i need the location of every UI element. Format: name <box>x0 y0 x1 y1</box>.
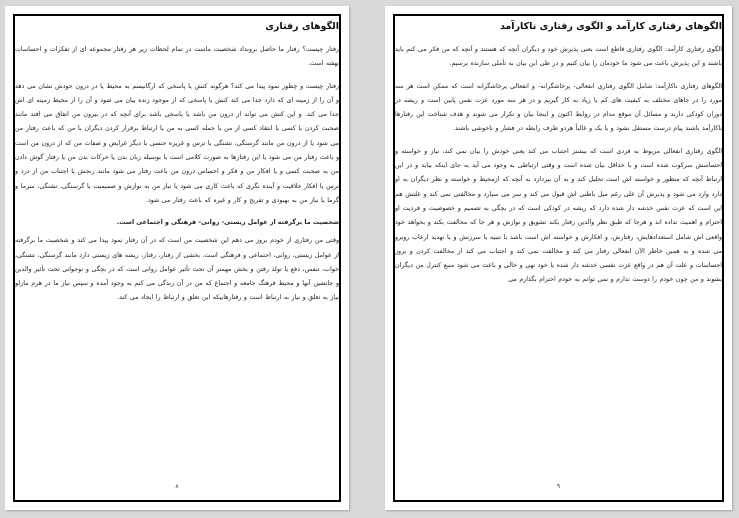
left-page-content <box>15 20 339 314</box>
left-paragraph-2: رفتار چیست و چطور نمود پیدا می کند؟ هرگونه کنش یا پاسخی که ارگانیسم به محیط یا در درون خودش نشان می دهد و آن را از زمینه ای که دارد جدا می کند کنش یا پاسخی که از موجود زنده بیان می شود و آن را از محیط زمینه ای اش جدا می کند. و این کنش می تواند از درون من باشد یا پاسخی باشد برای آنچه که در بیرون من اتفاق می افتد مانند صحبت کردن یا کسی یا انتقاد کسی از من یا حمله کسی به من یا ارتباط برقرار کردن دیگران با من که باعث رفتار من می شود یا از درون من مانند گرسنگی، تشنگی یا ترس و غریزه جنسی یا دیگر غرایض و صفات من که از درون من است و باعث رفتار من می شود یا این رفتارها به صورت کلامی است یا بوسیله زبان بدن یا حرکات بدن من یا رفتار گوش دادن من به صحبت کسی و یا افکار من و فکر و احساس درون من باعث رفتار می شود مانند رنجش یا اجتناب من از درد و ترس یا افکار خلاقیت و آینده نگری که باعث کاری می شود یا نیاز من به نوازش و صمیمیت یا گرسنگی، تشنگی، سرما و گرما یا نیاز من به بهبودی و تفریح و کار و غیره که باعث رفتار می شود. <box>15 82 339 204</box>
left-page <box>5 6 349 510</box>
right-page-number: ۹ <box>556 483 561 490</box>
left-subheading: شخصیت ما برگرفته از عوامل زیستی- روانی- فرهنگی و اجتماعی است. <box>116 219 339 227</box>
left-paragraph-3: وقتی من رفتاری از خودم بروز می دهم این شخصیت من است که در آن رفتار نمود پیدا می کند و شخصیت ما برگرفته از عوامل زیستی، روانی، اجتماعی و فرهنگی است. بخشی از رفتار، رفتار، ریشه های زیستی دارد مانند گرسنگی، تشنگی، خواب، تنفس، دفع یا تولد رفتن و بخش مهمتر آن تحت تأثیر عوامل روانی است که در بچگی و نوجوانی تحت تأثیر والدین و جانشین آنها و محیط فرهنگ جامعه و اجتماع که من در آن زندگی می کنم به وجود آمده و سپس نیاز ما در هرم مازلو نیاز به تعلق و نیاز به ارتباط است و رفتارهاییکه این تعلق و ارتباط را ایجاد می کند. <box>15 237 339 302</box>
right-page-title: الگوهای رفتاری کارآمد و الگوی رفتاری ناکارآمد <box>499 21 722 32</box>
right-paragraph-1: الگوی رفتاری کارآمد: الگوی رفتاری قاطع است یعنی پذیرش خود و دیگران آنچه که هستند و آنچه که من فکر می کنم باید باشند و این پذیرش باعث می شود ما خودمان را بیان کنیم و در طی این بیان به تأملی سازنده برسیم. <box>395 46 722 68</box>
right-paragraph-3: الگوی رفتاری انفعالی مربوط به فردی است که بیشتر اجتناب می کند یعنی خودش را بیان نمی کند، نیاز و خواسته و احساسش سرکوب شده است و با حداقل بیان شده است و وقتی ارتباطی به وجود می آید به جای اینکه بیاید و در این ارتباط آنچه که منظور و خواسته اش است تحلیل کند و به آن بپردازد به آنچه که ازمحیط و خواسته و نظر دیگران به او دارد وارد می شود و پذیرش آن علی رغم میل باطنی اش قبول می کند و سر می سپارد و مخالفتی نمی کند و علتش هم این است که عزت نفس خدشه دار شده دارد که ریشه در کودکی است که در بچگی به تصمیم و خصوصیت و فردیت او احترام و اهمیت نداده اند و هرجا که طبق نظر والدین رفتار بکند تشویق و نوازش و هر جا که مخالفت بکند و بخواهد خود واقعی اش شامل استعدادهایش، رفتارش، و افکارش و خواسته اش است باشد با تنبیه یا سرزنش و یا تهدید ارعاب روبرو می شده و به همین خاطر الآن انفعالی رفتار می کند و مخالفت نمی کند و اجتناب می کند از مخالفت کردن و بروز احساسات و علت آن هم در واقع عزت نفسی خدشه دار شده یا خود تهی و خالی و باعث می شود منبع کنترل من دیگران بشوند و من چون خودم را دوست ندارم و نمی توانم به خودم احترام بگذارم می <box>395 147 722 284</box>
left-page-title: الگوهای رفتاری <box>265 21 339 32</box>
left-paragraph-1: رفتار چیست؟ رفتار ما حاصل برونداد شخصیت ماست در تمام لحظات زیر هر رفتار مجموعه ای از تفکرات و احساسات نهفته است. <box>15 46 339 68</box>
left-page-number: ۸ <box>175 483 179 490</box>
right-paragraph-2: الگوهای رفتاری ناکارآمد: شامل الگوی رفتاری انفعالی- پرخاشگرانه- و انفعالی پرخاشگرانه است که ممکن است هر سه مورد را در جاهای مختلف به کیفیت های کم یا زیاد به کار گیریم و در هر سه مورد عزت نفس پایین است و ریشه در دوران کودکی دارند و مسائل آن موقع مدام در روابط اکنون و اینجا بیان و تکرار می شوند و هدف شناخت این رفتارها ناکارآمد باشند پیام درست مستقل نشود و یا یک و غالباً هردو طرف رابطه در فشار و ناخوشی باشند. <box>395 82 722 133</box>
right-page-content <box>395 20 722 296</box>
right-page <box>385 6 732 510</box>
